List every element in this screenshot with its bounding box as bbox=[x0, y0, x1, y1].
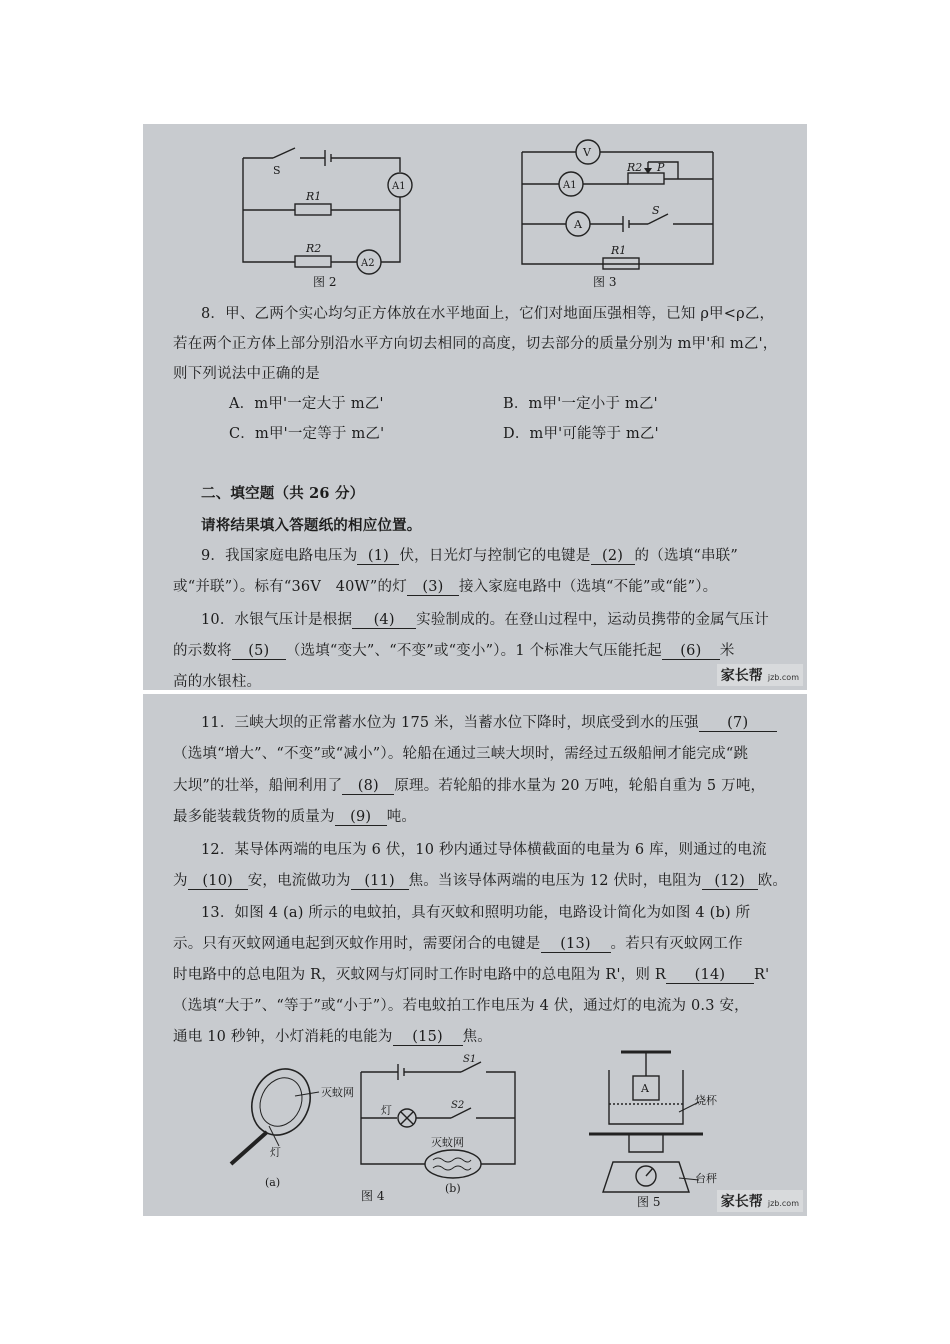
q10-text-2: 实验制成的。在登山过程中，运动员携带的金属气压计 bbox=[416, 612, 769, 628]
section-2-title: 二、填空题（共 26 分） bbox=[201, 485, 365, 502]
watermark-url: jzb.com bbox=[767, 1199, 799, 1208]
q10-text-4: （选填“变大”、“不变”或“变小”）。1 个标准大气压能托起 bbox=[285, 643, 662, 659]
q10-line1 bbox=[201, 608, 769, 629]
fig3-a-label: A bbox=[574, 218, 582, 231]
q13-text-5: R' bbox=[753, 967, 770, 983]
blank-1: (1) bbox=[357, 548, 399, 565]
blank-11: (11) bbox=[351, 873, 409, 890]
q13-text-4: 时电路中的总电阻为 R，灭蚊网与灯同时工作时电路中的总电阻为 R'，则 R bbox=[173, 967, 666, 983]
q9-text-2: 伏，日光灯与控制它的电键是 bbox=[399, 548, 591, 564]
q11-text-6: 吨。 bbox=[386, 809, 417, 825]
q13-text-8: 焦。 bbox=[462, 1029, 492, 1045]
fig2-s-label: S bbox=[273, 164, 281, 177]
blank-13: (13) bbox=[541, 936, 611, 953]
photo-top bbox=[143, 124, 807, 690]
q9-text-1: 9．我国家庭电路电压为 bbox=[201, 548, 358, 564]
q13-line1: 13．如图 4 (a) 所示的电蚊拍，具有灭蚊和照明功能，电路设计简化为如图 4 (b) 所 bbox=[201, 905, 751, 921]
fig4a-caption: (a) bbox=[265, 1176, 281, 1189]
fig2-a2-label: A2 bbox=[361, 258, 375, 269]
fig4a-net-label: 灭蚊网 bbox=[321, 1086, 354, 1099]
q8-line1: 8．甲、乙两个实心均匀正方体放在水平地面上，它们对地面压强相等，已知 ρ甲<ρ乙， bbox=[201, 306, 775, 322]
fig3-caption: 图 3 bbox=[593, 275, 617, 289]
q13-line4: （选填“大于”、“等于”或“小于”）。若电蚊拍工作电压为 4 伏，通过灯的电流为 0.3 安， bbox=[173, 998, 749, 1014]
watermark-top bbox=[717, 664, 803, 686]
fig3-v-label: V bbox=[583, 146, 591, 159]
fig4b-s1-label: S1 bbox=[463, 1054, 477, 1065]
q9-text-4: 或“并联”）。标有“36V 40W”的灯 bbox=[173, 579, 407, 595]
fig5-caption: 图 5 bbox=[637, 1195, 661, 1209]
blank-6: (6) bbox=[662, 643, 720, 660]
q8-option-c: C．m甲'一定等于 m乙' bbox=[229, 426, 385, 442]
fig3-s-label: S bbox=[652, 204, 660, 217]
photo-bottom bbox=[143, 694, 807, 1216]
blank-4: (4) bbox=[352, 612, 416, 629]
blank-8: (8) bbox=[342, 778, 394, 795]
q10-text-1: 10．水银气压计是根据 bbox=[201, 612, 353, 628]
fig4-caption: 图 4 bbox=[361, 1189, 385, 1203]
section-2-instruction: 请将结果填入答题纸的相应位置。 bbox=[201, 517, 422, 534]
q10-text-5: 米 bbox=[719, 643, 735, 659]
fig4b-lamp-label: 灯 bbox=[381, 1104, 392, 1117]
blank-15: (15) bbox=[393, 1029, 463, 1046]
q13-text-2: 示。只有灭蚊网通电起到灭蚊作用时，需要闭合的电键是 bbox=[173, 936, 541, 952]
watermark-bottom bbox=[717, 1190, 803, 1212]
fig5-a-label: A bbox=[641, 1082, 649, 1095]
q8-line2: 若在两个正方体上部分别沿水平方向切去相同的高度，切去部分的质量分别为 m甲'和 m乙'， bbox=[173, 336, 778, 352]
fig4b-net-label: 灭蚊网 bbox=[431, 1136, 464, 1149]
q13-text-3: 。若只有灭蚊网工作 bbox=[610, 936, 743, 952]
q11-text-5: 最多能装载货物的质量为 bbox=[173, 809, 335, 825]
q10-text-3: 的示数将 bbox=[173, 643, 232, 659]
q12-text-2: 为 bbox=[173, 873, 188, 889]
q12-text-4: 焦。当该导体两端的电压为 12 伏时，电阻为 bbox=[408, 873, 702, 889]
fig3-a1-label: A1 bbox=[563, 180, 577, 191]
q8-option-b: B．m甲'一定小于 m乙' bbox=[503, 396, 658, 412]
q12-line1: 12．某导体两端的电压为 6 伏，10 秒内通过导体横截面的电量为 6 库，则通过的电流 bbox=[201, 842, 767, 858]
fig2-a1-label: A1 bbox=[392, 181, 406, 192]
fig5-beaker-label: 烧杯 bbox=[695, 1094, 717, 1107]
q13-text-7: 通电 10 秒钟，小灯消耗的电能为 bbox=[173, 1029, 393, 1045]
blank-5: (5) bbox=[232, 643, 286, 660]
blank-14: (14) bbox=[666, 967, 754, 984]
fig2-r1-label: R1 bbox=[306, 190, 322, 203]
fig3-r1-label: R1 bbox=[611, 244, 627, 257]
blank-2: (2) bbox=[591, 548, 635, 565]
q9-line1 bbox=[201, 544, 738, 565]
q11-text-1: 11．三峡大坝的正常蓄水位为 175 米，当蓄水位下降时，坝底受到水的压强 bbox=[201, 715, 699, 731]
q8-option-d: D．m甲'可能等于 m乙' bbox=[503, 426, 659, 442]
fig2-caption: 图 2 bbox=[313, 275, 337, 289]
q9-text-5: 接入家庭电路中（选填“不能”或“能”）。 bbox=[458, 579, 718, 595]
watermark-url: jzb.com bbox=[767, 673, 799, 682]
q10-line2 bbox=[173, 639, 735, 660]
watermark-brand: 家长帮 bbox=[720, 668, 763, 684]
q9-text-3: 的（选填“串联” bbox=[634, 548, 738, 564]
blank-3: (3) bbox=[407, 579, 459, 596]
fig4b-s2-label: S2 bbox=[451, 1100, 465, 1111]
q10-line3: 高的水银柱。 bbox=[173, 674, 262, 690]
q8-line3: 则下列说法中正确的是 bbox=[173, 366, 320, 382]
fig3-r2-label: R2 bbox=[627, 161, 643, 174]
fig4b-caption: (b) bbox=[445, 1182, 461, 1195]
q12-text-3: 安，电流做功为 bbox=[247, 873, 351, 889]
q11-text-3: 大坝”的壮举，船闸利用了 bbox=[173, 778, 343, 794]
fig4a-lamp-label: 灯 bbox=[270, 1146, 281, 1159]
q11-text-4: 原理。若轮船的排水量为 20 万吨，轮船自重为 5 万吨， bbox=[394, 778, 766, 794]
q8-option-a: A．m甲'一定大于 m乙' bbox=[229, 396, 384, 412]
fig5-scale-label: 台秤 bbox=[695, 1172, 717, 1185]
fig2-r2-label: R2 bbox=[306, 242, 322, 255]
blank-12: (12) bbox=[702, 873, 758, 890]
blank-9: (9) bbox=[335, 809, 387, 826]
figure-4 bbox=[143, 694, 807, 1216]
blank-7: (7) bbox=[699, 715, 777, 732]
fig3-p-label: P bbox=[657, 161, 665, 174]
q11-line2: （选填“增大”、“不变”或“减小”）。轮船在通过三峡大坝时，需经过五级船闸才能完成“跳 bbox=[173, 746, 749, 762]
blank-10: (10) bbox=[188, 873, 248, 890]
q9-line2 bbox=[173, 575, 717, 596]
watermark-brand: 家长帮 bbox=[720, 1194, 763, 1210]
q12-text-5: 欧。 bbox=[757, 873, 788, 889]
figure-3-circuit bbox=[143, 124, 807, 294]
